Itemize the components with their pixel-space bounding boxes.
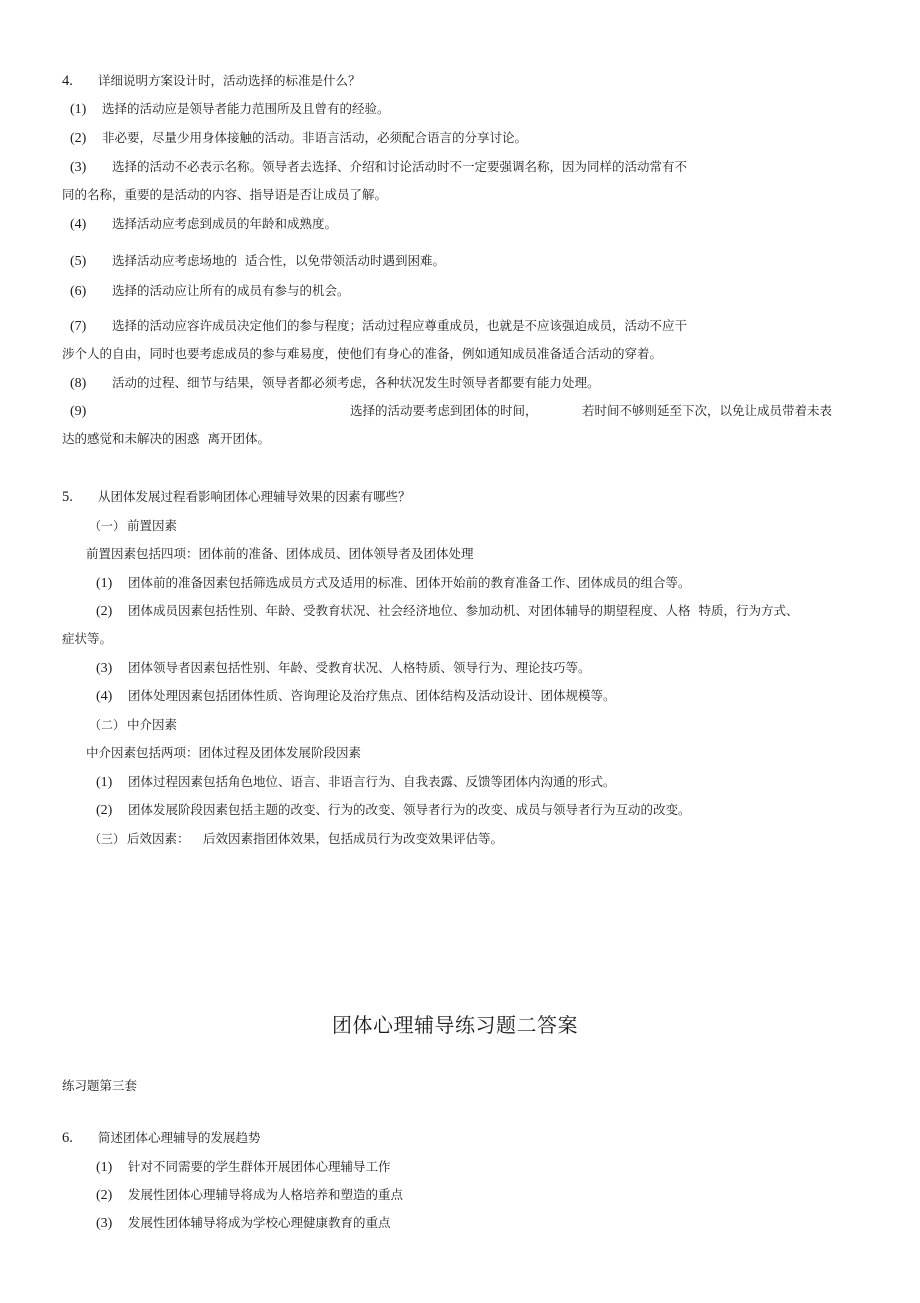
item-number: (1) [96, 775, 113, 790]
list-item [70, 253, 445, 270]
item-number: (2) [96, 803, 113, 818]
item-number: (1) [70, 102, 87, 117]
item-text: 团体领导者因素包括性别、年龄、受教育状况、人格特质、领导行为、理论技巧等。 [128, 660, 591, 675]
item-text: 非必要，尽量少用身体接触的活动。非语言活动，必须配合语言的分享讨论。 [102, 130, 528, 145]
item-number: (1) [96, 1160, 113, 1175]
item-text: 选择的活动应让所有的成员有参与的机会。 [112, 283, 350, 298]
list-item [96, 688, 616, 705]
section-summary: 中介因素包括两项：团体过程及团体发展阶段因素 [86, 745, 362, 760]
list-item [70, 403, 86, 420]
item-text: 选择的活动要考虑到团体的时间， [350, 403, 538, 418]
section-label: （一） [89, 519, 126, 533]
item-number: (3) [96, 661, 113, 676]
question-text: 从团体发展过程看影响团体心理辅导效果的因素有哪些？ [98, 489, 411, 504]
set-label: 练习题第三套 [62, 1078, 138, 1093]
item-text: 活动的过程、细节与结果，领导者都必须考虑，各种状况发生时领导者都要有能力处理。 [112, 375, 600, 390]
section-title: 后效因素： [127, 831, 190, 846]
item-number: (3) [96, 1216, 113, 1231]
item-text: 团体成员因素包括性别、年龄、受教育状况、社会经济地位、参加动机、对团体辅导的期望程度、人格 特质，行为方式、 [128, 603, 799, 618]
item-number: (6) [70, 284, 87, 299]
list-item [70, 101, 390, 118]
list-item [96, 1187, 403, 1204]
list-item [70, 159, 687, 176]
item-number: (1) [96, 576, 113, 591]
page-title: 团体心理辅导练习题二答案 [332, 1013, 578, 1037]
item-text: 选择的活动不必表示名称。领导者去选择、介绍和讨论活动时不一定要强调名称，因为同样的活动常有不 [112, 159, 688, 174]
item-number: (2) [96, 604, 113, 619]
list-item [70, 283, 350, 300]
section-text: 后效因素指团体效果，包括成员行为改变效果评估等。 [203, 831, 504, 846]
section-title: 中介因素 [127, 717, 178, 732]
item-number: (7) [70, 319, 87, 334]
item-text: 选择的活动应是领导者能力范围所及且曾有的经验。 [102, 101, 390, 116]
list-item [96, 1159, 391, 1176]
question-number: 5. [62, 489, 73, 505]
item-text: 团体发展阶段因素包括主题的改变、行为的改变、领导者行为的改变、成员与领导者行为互动的改变。 [128, 802, 691, 817]
list-item [96, 575, 691, 592]
question-4 [62, 73, 361, 89]
item-text: 针对不同需要的学生群体开展团体心理辅导工作 [128, 1159, 391, 1174]
item-number: (9) [70, 404, 87, 419]
question-text: 详细说明方案设计时，活动选择的标准是什么？ [98, 73, 361, 88]
item-number: (4) [96, 689, 113, 704]
section-label: （二） [89, 718, 126, 732]
item-text: 发展性团体辅导将成为学校心理健康教育的重点 [128, 1215, 391, 1230]
item-text: 团体前的准备因素包括筛选成员方式及适用的标准、团体开始前的教育准备工作、团体成员的组合等。 [128, 575, 691, 590]
item-number: (3) [70, 160, 87, 175]
item-continuation: 症状等。 [62, 631, 113, 646]
question-number: 4. [62, 73, 73, 89]
question-6 [62, 1130, 261, 1146]
item-text: 团体处理因素包括团体性质、咨询理论及治疗焦点、团体结构及活动设计、团体规模等。 [128, 688, 616, 703]
list-item [70, 216, 337, 233]
item-text: 选择活动应考虑场地的 适合性，以免带领活动时遇到困难。 [112, 253, 445, 268]
item-text: 团体过程因素包括角色地位、语言、非语言行为、自我表露、反馈等团体内沟通的形式。 [128, 774, 616, 789]
item-number: (2) [96, 1188, 113, 1203]
question-number: 6. [62, 1130, 73, 1146]
list-item [70, 318, 687, 335]
list-item [70, 375, 600, 392]
item-number: (2) [70, 131, 87, 146]
item-number: (4) [70, 217, 87, 232]
list-item [96, 660, 591, 677]
item-continuation: 涉个人的自由，同时也要考虑成员的参与难易度，使他们有身心的准备，例如通知成员准备适合活动的穿着。 [62, 346, 663, 361]
section-summary: 前置因素包括四项：团体前的准备、团体成员、团体领导者及团体处理 [86, 546, 474, 561]
item-text: 若时间不够则延至下次，以免让成员带着未表 [582, 403, 833, 418]
section-title: 前置因素 [127, 518, 178, 533]
item-text: 选择活动应考虑到成员的年龄和成熟度。 [112, 216, 338, 231]
section-heading [89, 831, 503, 847]
list-item [96, 774, 616, 791]
list-item [96, 1215, 391, 1232]
item-continuation: 达的感觉和未解决的困惑 离开团体。 [62, 431, 270, 446]
section-heading [89, 518, 177, 534]
item-number: (8) [70, 376, 87, 391]
list-item [96, 802, 691, 819]
question-text: 简述团体心理辅导的发展趋势 [98, 1130, 261, 1145]
item-continuation: 同的名称，重要的是活动的内容、指导语是否让成员了解。 [62, 187, 388, 202]
list-item [96, 603, 798, 620]
section-label: （三） [89, 832, 126, 846]
list-item [70, 130, 527, 147]
question-5 [62, 489, 411, 505]
item-text: 发展性团体心理辅导将成为人格培养和塑造的重点 [128, 1187, 404, 1202]
item-number: (5) [70, 254, 87, 269]
item-text: 选择的活动应容许成员决定他们的参与程度；活动过程应尊重成员，也就是不应该强迫成员，活动不应干 [112, 318, 688, 333]
section-heading [89, 717, 177, 733]
